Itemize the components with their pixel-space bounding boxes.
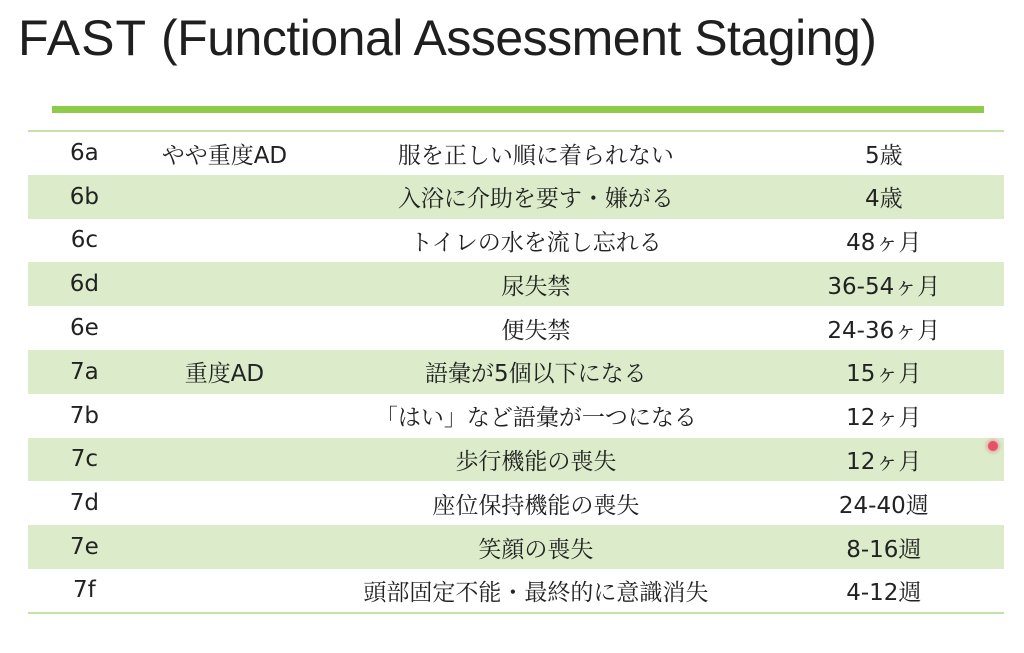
stage-cell: 6a [70, 140, 99, 167]
age-cell: 24-40週 [838, 492, 929, 519]
severity-cell [141, 175, 308, 219]
feature-cell: 頭部固定不能・最終的に意識消失 [363, 579, 709, 606]
stage-cell: 7a [28, 350, 141, 394]
severity-cell [141, 262, 308, 306]
stage-cell: 6e [70, 315, 99, 342]
severity-cell [141, 438, 308, 482]
severity-cell [141, 219, 308, 263]
age-cell: 12ヶ月 [764, 438, 1004, 482]
feature-cell: 入浴に介助を要す・嫌がる [308, 175, 764, 219]
age-cell: 5歳 [864, 142, 903, 169]
slide-title [18, 4, 876, 72]
stage-cell: 7e [28, 525, 141, 569]
age-cell: 4歳 [764, 175, 1004, 219]
age-cell: 8-16週 [764, 525, 1004, 569]
title-subtitle: (Functional Assessment Staging) [161, 10, 877, 66]
table-row [28, 481, 1004, 525]
severity-cell [141, 306, 308, 350]
feature-cell: 服を正しい順に着られない [397, 142, 674, 169]
laser-pointer-dot [988, 441, 998, 451]
table-row [28, 569, 1004, 613]
feature-cell: 「はい」など語彙が一つになる [374, 405, 697, 432]
feature-cell: トイレの水を流し忘れる [409, 229, 662, 256]
table-row [28, 438, 1004, 482]
fast-stage-table [28, 130, 1004, 614]
feature-cell: 座位保持機能の喪失 [432, 492, 640, 519]
stage-cell: 7d [69, 490, 100, 517]
table-row [28, 306, 1004, 350]
stage-cell: 6c [70, 227, 99, 254]
table-row [28, 131, 1004, 175]
severity-cell [141, 394, 308, 438]
stage-cell: 7b [69, 402, 100, 429]
stage-cell: 6b [28, 175, 141, 219]
severity-cell: やや重度AD [161, 142, 288, 169]
title-underline [52, 106, 984, 113]
severity-cell [141, 525, 308, 569]
table-body [28, 131, 1004, 613]
table-row [28, 394, 1004, 438]
age-cell: 12ヶ月 [846, 405, 922, 432]
feature-cell: 語彙が5個以下になる [308, 350, 764, 394]
table-row [28, 525, 1004, 569]
severity-cell: 重度AD [141, 350, 308, 394]
age-cell: 24-36ヶ月 [827, 317, 941, 344]
age-cell: 48ヶ月 [846, 229, 922, 256]
severity-cell [141, 481, 308, 525]
age-cell: 4-12週 [846, 579, 922, 606]
severity-cell [141, 569, 308, 613]
age-cell: 15ヶ月 [764, 350, 1004, 394]
age-cell: 36-54ヶ月 [764, 262, 1004, 306]
feature-cell: 歩行機能の喪失 [308, 438, 764, 482]
feature-cell: 便失禁 [501, 317, 571, 344]
table-row [28, 175, 1004, 219]
feature-cell: 笑顔の喪失 [308, 525, 764, 569]
title-main: FAST [18, 10, 148, 66]
stage-cell: 7c [28, 438, 141, 482]
table-row [28, 350, 1004, 394]
feature-cell: 尿失禁 [308, 262, 764, 306]
stage-cell: 7f [73, 577, 96, 604]
table-row [28, 262, 1004, 306]
table-row [28, 219, 1004, 263]
stage-cell: 6d [28, 262, 141, 306]
